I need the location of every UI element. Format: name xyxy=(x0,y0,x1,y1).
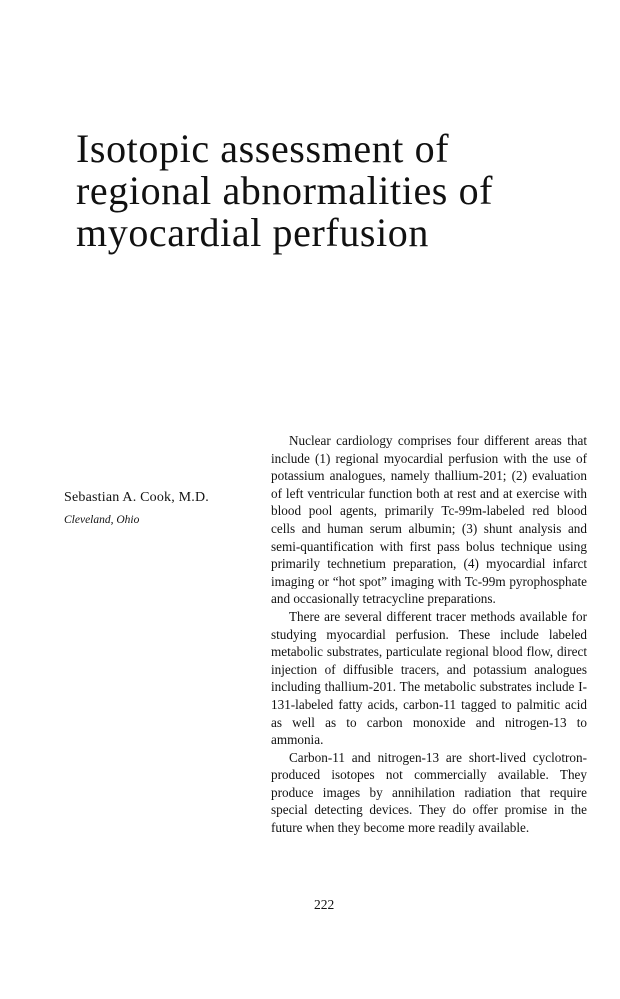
title-line: myocardial perfusion xyxy=(76,210,429,255)
body-text xyxy=(271,432,587,837)
author-name: Sebastian A. Cook, M.D. xyxy=(64,490,209,505)
paragraph: Nuclear cardiology comprises four different areas that include (1) regional myocardial perfusion with the use of potassium analogues, namely thallium-201; (2) evaluation of left ventricular function both at rest and at exercise with blood pool agents, primarily Tc-99m-labeled red blood cells and human serum albumin; (3) shunt analysis and semi-quantification with first pass bolus technique using primarily technetium preparation, (4) myocardial infarct imaging or “hot spot” imaging with Tc-99m pyrophosphate and occasionally tetracycline preparations. xyxy=(271,433,587,607)
title-line: Isotopic assessment of xyxy=(76,126,450,171)
article-title xyxy=(76,128,596,254)
paragraph: Carbon-11 and nitrogen-13 are short-lived cyclotron-produced isotopes not commercially available. They produce images by annihilation radiation that require special detecting devices. They do offer promise in the future when they become more readily available. xyxy=(271,749,587,836)
page-number: 222 xyxy=(314,897,335,912)
title-line: regional abnormalities of xyxy=(76,168,494,213)
author-affiliation: Cleveland, Ohio xyxy=(64,514,140,526)
paragraph: There are several different tracer methods available for studying myocardial perfusion. These include labeled metabolic substrates, particulate regional blood flow, direct injection of diffusible tracers, and potassium analogues including thallium-201. The metabolic substrates include I-131-labeled fatty acids, carbon-11 tagged to palmitic acid as well as to carbon monoxide and nitrogen-13 to ammonia. xyxy=(271,608,587,748)
